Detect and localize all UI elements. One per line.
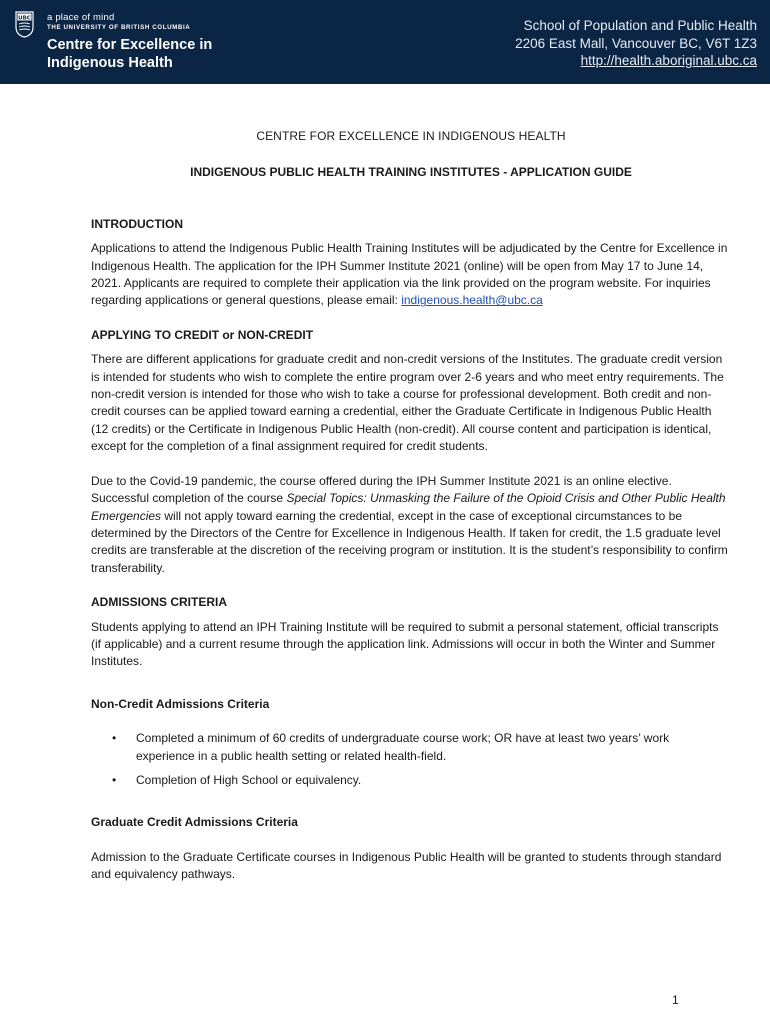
- graduate-paragraph: Admission to the Graduate Certificate courses in Indigenous Public Health will be granted to students through standard and equivalency pathways.: [91, 849, 722, 882]
- admissions-heading: ADMISSIONS CRITERIA: [91, 595, 228, 610]
- centre-title-line2: Indigenous Health: [47, 55, 173, 71]
- tagline: a place of mind: [47, 12, 115, 23]
- bullet-icon: •: [112, 772, 117, 787]
- letterhead-banner: [0, 0, 770, 84]
- crest-label: UBC: [18, 15, 31, 22]
- school-address: 2206 East Mall, Vancouver BC, V6T 1Z3: [515, 35, 757, 51]
- centre-heading: CENTRE FOR EXCELLENCE IN INDIGENOUS HEALTH: [256, 129, 566, 143]
- ubc-crest-logo: [15, 11, 34, 38]
- list-item: [91, 772, 731, 789]
- document-body: [91, 128, 731, 884]
- guide-title: INDIGENOUS PUBLIC HEALTH TRAINING INSTITUTES - APPLICATION GUIDE: [190, 165, 632, 180]
- credit-p2-end: will not apply toward earning the credential, except in the case of exceptional circumstances to be determined by the Directors of the Centre for Excellence in Indigenous Health. If taken for credit, the 1.5 graduate level credits are transferable at the discretion of the receiving program or institution. It is the student’s responsibility to confirm transferability.: [91, 508, 728, 575]
- centre-title-line1: Centre for Excellence in: [47, 37, 213, 53]
- credit-p2-start: Due to the Covid-19 pandemic, the course offered during the IPH Summer Institute 2021 is an online elective. Successful completion of the course: [91, 473, 672, 506]
- noncredit-list: [91, 730, 731, 789]
- school-contact: [515, 17, 757, 70]
- bullet-icon: •: [112, 731, 117, 746]
- credit-heading: APPLYING TO CREDIT or NON-CREDIT: [91, 327, 314, 342]
- introduction-text: Applications to attend the Indigenous Public Health Training Institutes will be adjudicated by the Centre for Excellence in Indigenous Health. The application for the IPH Summer Institute 2021 (online) will be open from May 17 to June 14, 2021. Applicants are required to complete their application via the link provided on the program website. For inquiries regarding applications or general questions, please email:: [91, 241, 728, 308]
- course-title: Special Topics: Unmasking the Failure of the Opioid Crisis and Other Public Health Emergencies: [91, 491, 726, 523]
- list-item: [91, 730, 731, 765]
- list-item-text: Completed a minimum of 60 credits of undergraduate course work; OR have at least two years’ work experience in a public health setting or related health-field.: [136, 731, 670, 763]
- list-item-text: Completion of High School or equivalency.: [136, 772, 362, 787]
- introduction-heading: INTRODUCTION: [91, 216, 183, 231]
- centre-title: [47, 36, 212, 72]
- graduate-heading: Graduate Credit Admissions Criteria: [91, 815, 298, 830]
- email-link[interactable]: indigenous.health@ubc.ca: [401, 293, 543, 308]
- credit-paragraph-2: [91, 473, 731, 577]
- website-link[interactable]: http://health.aboriginal.ubc.ca: [580, 53, 757, 68]
- school-name: School of Population and Public Health: [523, 18, 757, 33]
- credit-paragraph-1: There are different applications for graduate credit and non-credit versions of the Institutes. The graduate credit version is intended for students who wish to complete the entire program over 2-6 years and who meet entry requirements. The non-credit version is intended for those who wish to take a course for professional development. Both credit and non-credit courses can be applied toward earning a credential, either the Graduate Certificate in Indigenous Public Health (12 credits) or the Certificate in Indigenous Public Health (non-credit). All course content and participation is identical, except for the completion of a final assignment required for credit students.: [91, 352, 724, 454]
- university-name: THE UNIVERSITY OF BRITISH COLUMBIA: [47, 24, 191, 31]
- page-number: 1: [672, 993, 679, 1007]
- admissions-paragraph: Students applying to attend an IPH Training Institute will be required to submit a personal statement, official transcripts (if applicable) and a current resume through the application link. Admissions will occur in both the Winter and Summer Institutes.: [91, 619, 719, 669]
- noncredit-heading: Non-Credit Admissions Criteria: [91, 696, 270, 711]
- introduction-paragraph: [91, 240, 731, 310]
